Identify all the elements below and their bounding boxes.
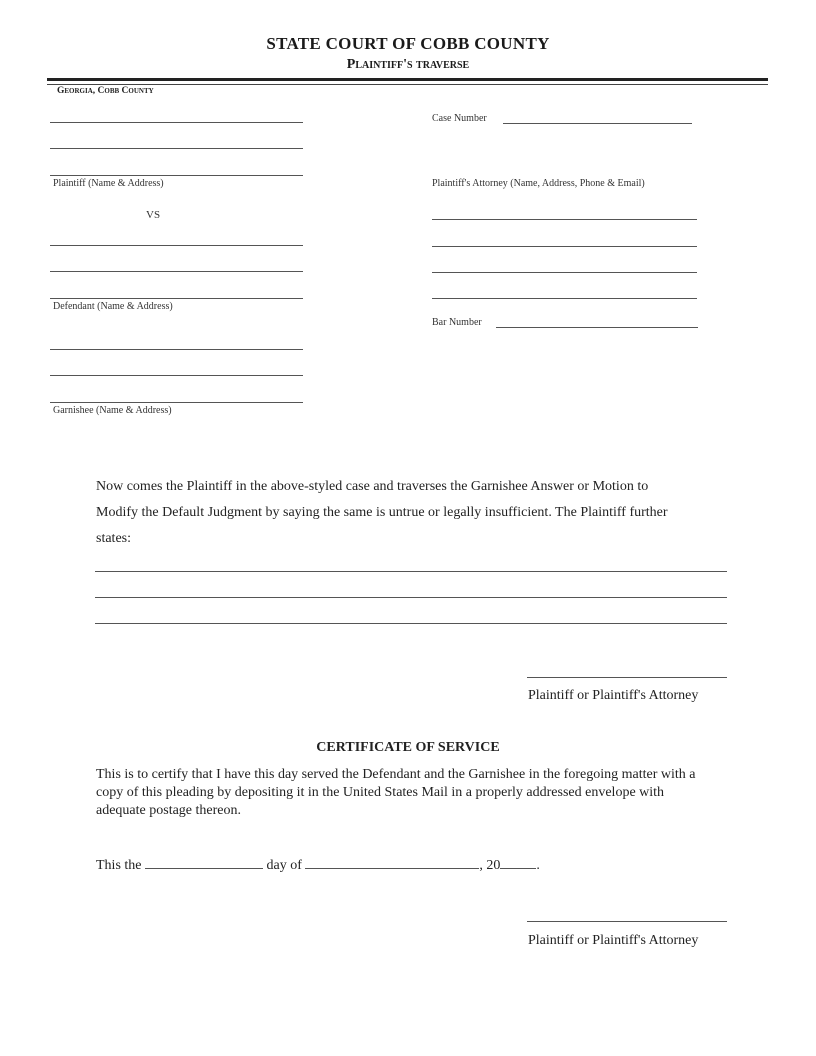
date-day-of: day of xyxy=(266,858,302,873)
attorney-line-1[interactable] xyxy=(432,219,697,220)
attorney-label: Plaintiff's Attorney (Name, Address, Phone & Email) xyxy=(432,178,645,189)
attorney-line-4[interactable] xyxy=(432,298,697,299)
certificate-signature-label: Plaintiff or Plaintiff's Attorney xyxy=(528,933,699,948)
traverse-signature-label: Plaintiff or Plaintiff's Attorney xyxy=(528,688,699,703)
attorney-line-3[interactable] xyxy=(432,272,697,273)
county-label: Georgia, Cobb County xyxy=(57,86,154,96)
date-end: . xyxy=(536,858,540,873)
traverse-text-line-3: states: xyxy=(96,531,131,546)
plaintiff-line-2[interactable] xyxy=(50,148,303,149)
header-rule-thick xyxy=(47,78,768,81)
garnishee-line-2[interactable] xyxy=(50,375,303,376)
defendant-line-2[interactable] xyxy=(50,271,303,272)
case-number-label: Case Number xyxy=(432,113,487,124)
case-number-line[interactable] xyxy=(503,123,692,124)
statement-line-1[interactable] xyxy=(95,571,727,572)
garnishee-line-3[interactable] xyxy=(50,402,303,403)
plaintiff-line-3[interactable] xyxy=(50,175,303,176)
defendant-line-3[interactable] xyxy=(50,298,303,299)
bar-number-label: Bar Number xyxy=(432,317,482,328)
date-prefix: This the xyxy=(96,858,142,873)
traverse-signature-line[interactable] xyxy=(527,677,727,678)
page-title: STATE COURT OF COBB COUNTY xyxy=(266,34,550,53)
year-field[interactable] xyxy=(500,856,536,869)
certificate-signature-line[interactable] xyxy=(527,921,727,922)
month-field[interactable] xyxy=(305,856,479,869)
day-field[interactable] xyxy=(145,856,263,869)
certificate-text: This is to certify that I have this day served the Defendant and the Garnishee in the foregoing matter with a copy of this pleading by depositing it in the United States Mail in a properly addressed envelope with adequate postage thereon. xyxy=(96,767,696,818)
statement-line-2[interactable] xyxy=(95,597,727,598)
garnishee-label: Garnishee (Name & Address) xyxy=(53,405,172,416)
statement-line-3[interactable] xyxy=(95,623,727,624)
bar-number-line[interactable] xyxy=(496,327,698,328)
vs-label: VS xyxy=(146,209,161,221)
traverse-text-line-2: Modify the Default Judgment by saying the same is untrue or legally insufficient. The Plaintiff further xyxy=(96,505,668,520)
defendant-line-1[interactable] xyxy=(50,245,303,246)
attorney-line-2[interactable] xyxy=(432,246,697,247)
certificate-title: CERTIFICATE OF SERVICE xyxy=(316,740,500,755)
defendant-label: Defendant (Name & Address) xyxy=(53,301,173,312)
date-year-prefix: , 20 xyxy=(479,858,501,873)
header-rule-thin xyxy=(47,84,768,85)
plaintiff-line-1[interactable] xyxy=(50,122,303,123)
plaintiff-label: Plaintiff (Name & Address) xyxy=(53,178,164,189)
service-date-row xyxy=(96,856,540,874)
page-subtitle: Plaintiff's traverse xyxy=(346,57,470,72)
traverse-text-line-1: Now comes the Plaintiff in the above-styled case and traverses the Garnishee Answer or Motion to xyxy=(96,479,649,494)
garnishee-line-1[interactable] xyxy=(50,349,303,350)
